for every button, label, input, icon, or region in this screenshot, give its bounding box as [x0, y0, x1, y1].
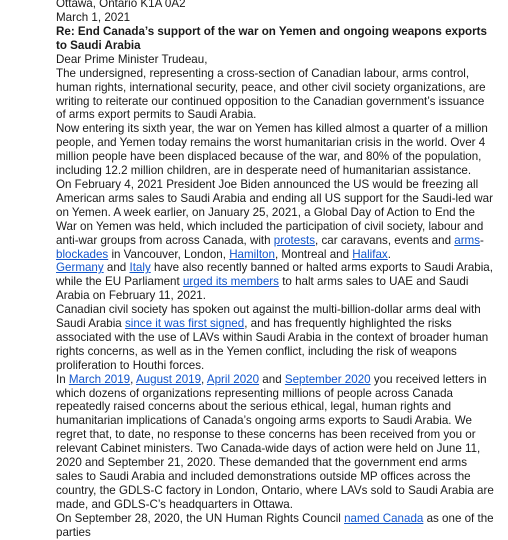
link-urged-members[interactable]: urged its members: [182, 275, 279, 289]
link-named-canada[interactable]: named Canada: [344, 511, 424, 525]
subject-line: Re: End Canada’s support of the war on Yemen and ongoing weapons exports to Saudi Arabia: [56, 25, 487, 52]
text-run: , Montreal and: [274, 247, 353, 261]
text-run: have also recently banned or halted arms exports to Saudi Arabia, while the EU Parliament: [56, 261, 493, 289]
text-run: and: [259, 372, 285, 386]
text-run: as one of the parties: [56, 511, 494, 539]
text-run: .: [387, 247, 391, 261]
link-first-signed[interactable]: since it was first signed: [124, 317, 245, 331]
text-run: Canadian civil society has spoken out against the multi-billion-dollar arms deal with Saudi Arabia: [56, 303, 481, 331]
link-italy[interactable]: Italy: [129, 261, 151, 275]
link-march-2019[interactable]: March 2019: [68, 372, 131, 386]
text-run: -: [480, 233, 484, 247]
text-run: In: [56, 372, 69, 386]
paragraph-intro: The undersigned, representing a cross-section of Canadian labour, arms control, human rights, international security, peace, and other civil society organizations, are writing to reiterate our continued opposition to the Canadian government’s issuance of arms export permits to Saudi Arabia.: [56, 66, 486, 122]
paragraph-europe: [56, 261, 496, 303]
paragraph-war-toll: Now entering its sixth year, the war on Yemen has killed almost a quarter of a million people, and Yemen today remains the worst humanitarian crisis in the world. Over 4 million people have been displaced because of the war, and 80% of the population, including 12.2 million children, are in desperate need of humanitarian assistance.: [56, 122, 488, 178]
link-protests[interactable]: protests: [273, 233, 316, 247]
paragraph-previous-letters: [56, 373, 496, 512]
text-run: , car caravans, events and: [315, 233, 455, 247]
text-run: On February 4, 2021 President Joe Biden announced the US would be freezing all American arms sales to Saudi Arabia and ending all US support for the Saudi-led war on Yemen. A week earlier, on January 25, 2021, a Global Day of Action to End the War on Yemen was held, which included the participation of civil society, labour and anti-war groups from across Canada, with: [56, 177, 493, 247]
link-hamilton[interactable]: Hamilton: [229, 247, 275, 261]
link-arms[interactable]: arms: [454, 233, 481, 247]
link-august-2019[interactable]: August 2019: [135, 372, 202, 386]
link-blockades[interactable]: blockades: [56, 247, 109, 261]
paragraph-us-freeze: [56, 178, 496, 261]
text-run: in Vancouver, London,: [108, 247, 230, 261]
text-run: , and has frequently highlighted the risks associated with the use of LAVs within Saudi Arabia in the context of broader human rights concerns, as well as in the Yemen conflict, including the risk of weapons proliferation to Houthi forces.: [56, 317, 489, 372]
text-run: and: [103, 261, 130, 275]
link-halifax[interactable]: Halifax: [352, 247, 388, 261]
text-run: ,: [201, 372, 207, 386]
letter-date: March 1, 2021: [56, 11, 131, 24]
link-germany[interactable]: Germany: [56, 261, 104, 275]
text-run: to halt arms sales to UAE and Saudi Arabia on February 11, 2021.: [56, 275, 469, 303]
paragraph-civil-society: [56, 303, 496, 373]
paragraph-un-council: [56, 512, 496, 540]
address-line: Ottawa, Ontario K1A 0A2: [56, 0, 186, 10]
salutation: Dear Prime Minister Trudeau,: [56, 52, 208, 66]
link-april-2020[interactable]: April 2020: [206, 372, 260, 386]
text-run: On September 28, 2020, the UN Human Rights Council: [56, 511, 345, 525]
link-september-2020[interactable]: September 2020: [284, 372, 371, 386]
letter-body: [56, 0, 496, 540]
text-run: you received letters in which dozens of organizations representing millions of people across Canada repeatedly raised concerns about the serious ethical, legal, human rights and humanitarian implications of Canada’s ongoing arms exports to Saudi Arabia. We regret that, to date, no response to these concerns has been received from you or relevant Cabinet ministers. Two Canada-wide days of action were held on June 11, 2020 and September 21, 2020. These demanded that the government end arms sales to Saudi Arabia and included demonstrations outside MP offices across the country, the GDLS-C factory in London, Ontario, where LAVs sold to Saudi Arabia are made, and GDLS-C’s headquarters in Ottawa.: [56, 372, 494, 511]
text-run: ,: [130, 372, 136, 386]
